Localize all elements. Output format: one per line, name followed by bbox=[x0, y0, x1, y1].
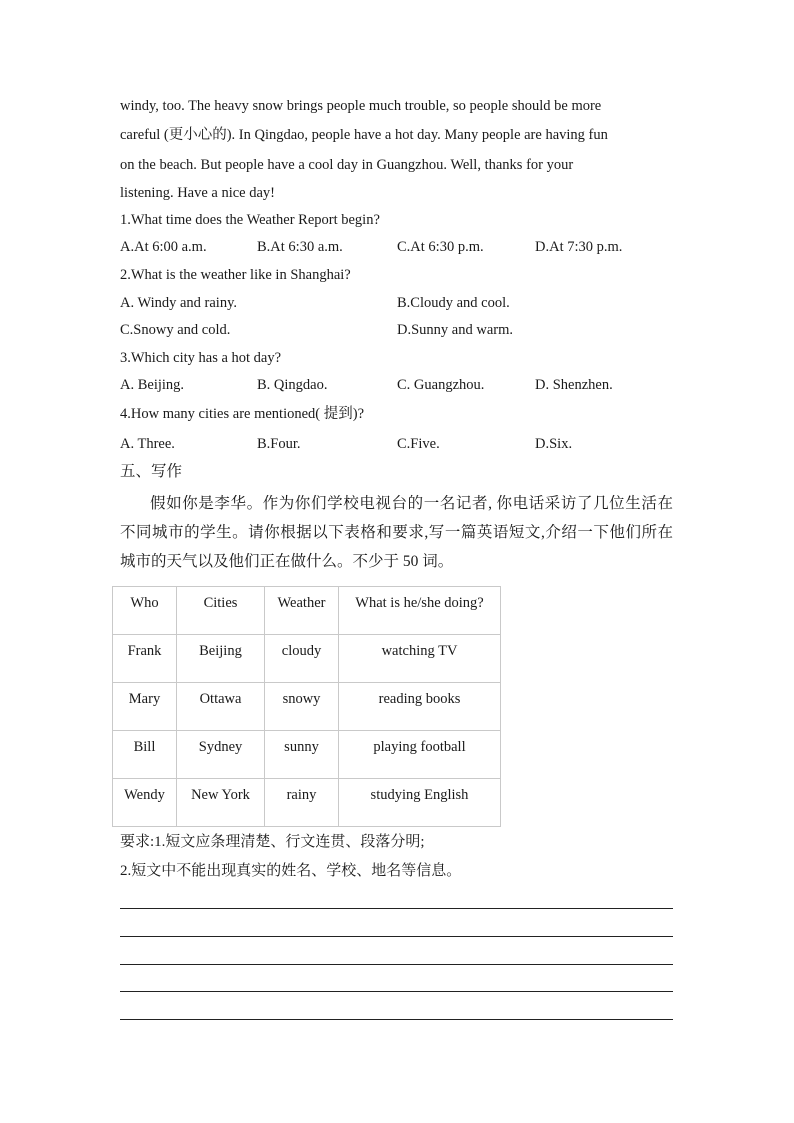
table-cell: New York bbox=[177, 779, 265, 827]
table-cell: playing football bbox=[339, 731, 501, 779]
info-table bbox=[112, 586, 501, 827]
table-cell: Ottawa bbox=[177, 683, 265, 731]
section-heading: 五、写作 bbox=[120, 463, 183, 480]
table-cell: Beijing bbox=[177, 635, 265, 683]
question-3-option-d: D. Shenzhen. bbox=[535, 377, 613, 393]
question-3-stem: 3.Which city has a hot day? bbox=[120, 350, 282, 366]
writing-prompt-line-3: 城市的天气以及他们正在做什么。不少于 50 词。 bbox=[120, 553, 454, 570]
table-row bbox=[113, 779, 501, 827]
passage-line-1: windy, too. The heavy snow brings people much trouble, so people should be more bbox=[120, 98, 602, 114]
writing-prompt bbox=[120, 489, 673, 576]
question-1-option-b: B.At 6:30 a.m. bbox=[257, 239, 343, 255]
answer-line[interactable] bbox=[120, 991, 673, 992]
table-cell: snowy bbox=[265, 683, 339, 731]
table-row bbox=[113, 731, 501, 779]
table-cell: Wendy bbox=[113, 779, 177, 827]
answer-line[interactable] bbox=[120, 1019, 673, 1020]
table-header-cell: Cities bbox=[177, 587, 265, 635]
requirement-2: 2.短文中不能出现真实的姓名、学校、地名等信息。 bbox=[120, 863, 462, 879]
table-cell: reading books bbox=[339, 683, 501, 731]
question-4-stem: 4.How many cities are mentioned( 提到)? bbox=[120, 406, 365, 422]
question-1-option-a: A.At 6:00 a.m. bbox=[120, 239, 207, 255]
answer-line[interactable] bbox=[120, 936, 673, 937]
table-cell: Sydney bbox=[177, 731, 265, 779]
question-2-option-b: B.Cloudy and cool. bbox=[397, 295, 510, 311]
question-2-stem: 2.What is the weather like in Shanghai? bbox=[120, 267, 351, 283]
question-1-option-d: D.At 7:30 p.m. bbox=[535, 239, 623, 255]
question-1-stem: 1.What time does the Weather Report begin? bbox=[120, 212, 380, 228]
question-4-option-d: D.Six. bbox=[535, 436, 573, 452]
question-4-option-a: A. Three. bbox=[120, 436, 175, 452]
table-cell: rainy bbox=[265, 779, 339, 827]
table-header-cell: What is he/she doing? bbox=[339, 587, 501, 635]
question-3-option-b: B. Qingdao. bbox=[257, 377, 328, 393]
question-4-option-c: C.Five. bbox=[397, 436, 440, 452]
passage-line-4: listening. Have a nice day! bbox=[120, 185, 276, 201]
table-row bbox=[113, 635, 501, 683]
table-cell: Mary bbox=[113, 683, 177, 731]
table-cell: studying English bbox=[339, 779, 501, 827]
question-3-option-c: C. Guangzhou. bbox=[397, 377, 485, 393]
writing-prompt-line-1: 假如你是李华。作为你们学校电视台的一名记者, 你电话采访了几位生活在 bbox=[150, 495, 673, 512]
question-2-option-d: D.Sunny and warm. bbox=[397, 322, 513, 338]
writing-prompt-line-2: 不同城市的学生。请你根据以下表格和要求,写一篇英语短文,介绍一下他们所在 bbox=[120, 524, 673, 541]
passage-line-3: on the beach. But people have a cool day in Guangzhou. Well, thanks for your bbox=[120, 157, 574, 173]
table-header-row bbox=[113, 587, 501, 635]
table-cell: cloudy bbox=[265, 635, 339, 683]
question-2-option-c: C.Snowy and cold. bbox=[120, 322, 231, 338]
table-header-cell: Who bbox=[113, 587, 177, 635]
requirement-1: 要求:1.短文应条理清楚、行文连贯、段落分明; bbox=[120, 834, 425, 850]
table-cell: Frank bbox=[113, 635, 177, 683]
table-row bbox=[113, 683, 501, 731]
question-4-option-b: B.Four. bbox=[257, 436, 301, 452]
table-cell: watching TV bbox=[339, 635, 501, 683]
table-header-cell: Weather bbox=[265, 587, 339, 635]
answer-line[interactable] bbox=[120, 908, 673, 909]
question-2-option-a: A. Windy and rainy. bbox=[120, 295, 238, 311]
passage-line-2: careful (更小心的). In Qingdao, people have a hot day. Many people are having fun bbox=[120, 127, 608, 143]
table-cell: Bill bbox=[113, 731, 177, 779]
table-cell: sunny bbox=[265, 731, 339, 779]
question-3-option-a: A. Beijing. bbox=[120, 377, 185, 393]
question-1-option-c: C.At 6:30 p.m. bbox=[397, 239, 484, 255]
answer-line[interactable] bbox=[120, 964, 673, 965]
